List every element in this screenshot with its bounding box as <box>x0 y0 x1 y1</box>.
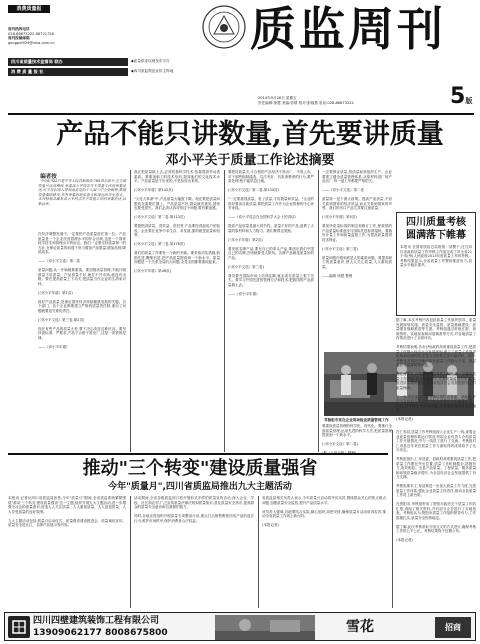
bottom-column-1: 本报讯 记者从四川省质监局获悉,今年"质量月"期间,全省质监系统紧紧围绕"推动'三个转变'建设质量强省"这一主题,组织开展九大主题活动,进一步增强全社会的质量意识,营造人人关注质量、人人重视质量、人人创造质量、人人享受质量的良好氛围。 九大主题活动包括:质量月启动仪式、质量强省建设推进会、质量诚信宣传、质量安全进社区、名牌产品展示等内容。 <box>8 496 126 527</box>
main-column-5: 要重视质量管理的科学化、现代化。要推行全面质量管理,运用先进的科学方法,把质量管理提高到一个新水平。 (《邓小平文选》第二卷) <box>322 424 392 446</box>
masthead-divider <box>8 113 474 115</box>
contact-info: 周刊热线电话 028-86673222 86721726 周刊投稿邮箱 gongpei929@sina.com.cn <box>8 27 55 45</box>
column-divider <box>130 496 131 608</box>
column-divider <box>130 170 131 452</box>
footer-badge: 招商 <box>435 617 471 638</box>
masthead <box>0 0 480 113</box>
footer-brand: 雪花 <box>346 619 374 635</box>
photo-caption: 考核组专家在企业现场检查质量管理工作 <box>324 418 389 422</box>
bottom-subheadline: 今年"质量月",四川省质监局推出九大主题活动 <box>108 482 292 492</box>
sidebar-body: 据了解,本次考核内容包括质量工作组织领导、质量发展规划实施、质量安全监管、质量基础建设、质量强省战略推进等方面。考核组通过听取汇报、查阅资料、实地检查和问卷调查等方式,对各地质量工作情况进行了全面评价。 考核结果表明,各市(州)政府高度重视质量工作,把质量工作纳入经济社会发展规划,建立了质量工作领导机构和协调机制,质量安全形势总体平稳向好。同时,考核也发现部分地区存在质量工作投入不足、基层监管力量薄弱等问题。 省政府要求,各地要以此次考核为契机,进一步落实质量工作责任,加大质量投入,完善质量监管体系,扎实推进质量强省建设,为全省经济社会发展提供有力的质量保障。 下一步,省质监局将把考核结果报送省委、省政府,并作为各地政府领导班子综合考核评价的重要依据。同时,对考核中发现的问题,将督促各地认真整改落实。 (本报记者) <box>396 318 476 421</box>
main-column-1: 在经济调整发展中,一定要把产品质量放在第一位。产品质量是一个企业经营管理水平的综合反映,也是一个国家科学技术和管理水平的标志。我们一定要坚持质量第一的方针,在保证质量的前提下努力增加产品数量,增加品种,降低成本。 ——《邓小平文选》第二卷 质量问题,从一开始就要重视。要加强质量管理,不能只顾数量不讲质量。产品质量不好,就打不开市场,就没有出路。要在提高质量上下功夫,把质量当作企业的生命来对待。 (《邓小平年谱》第1页) 抓好产品质量,是保证国民经济持续健康发展的关键。各个部门、各个企业都要建立严格的质量责任制,谁出了问题就要追究谁的责任。 (《邓小平文选》第三卷,第2页) 现在有些产品的质量太差,要下决心改变这种状况。要坚持高标准、严要求,产品不合格不准出厂,这是一条铁的纪律。 ——《邓小平年谱》 <box>38 232 126 349</box>
column-divider <box>224 170 225 452</box>
main-column-2: 真正把质量搞上去,必须依靠科学技术,依靠提高劳动者素质。要重视职工的技术培训,提高他们的文化技术水平。产品质量是干出来的,不是检验出来的。 (《邓小平年谱》第142页) "文化大革命"中,产品质量大幅度下降。现在要把质量问题放在重要位置上。产品质量不好,群众就有意见,国家也要受损失。我们必须认真对待这个问题,要有紧迫感。 (《邓小平文选》第二卷,第113页) 要提倡讲质量、讲效益、讲信誉,产品要经得起用户的检验。企业要在竞争中求生存、求发展,靠的就是质量和信誉。 (《邓小平文选》第三卷,第176页) 我们的质量工作要有一个新的突破。要采取切实措施,鼓励先进,鞭策后进,把产品质量提高到一个新水平。质量问题是一个关系全局的大问题,全党全国都要重视起来。 (《邓小平年谱》第46页) <box>134 170 220 273</box>
main-column-4: 一定要保证质量,按质量标准组织生产。企业要建立健全质量管理体系,从原材料进厂到产品出厂,每一道工序都要严格把关。 ——《邓小平文选》第二卷 质量第一是个重大政策。提高产品质量,不但关系到国家的经济效益,而且关系到国家的声誉。我们的出口产品尤其要注意质量。 (《邓小平年谱》第5页) 要加快质量标准的制定和修订工作,使我国的产品质量标准逐步与国际先进标准接轨。要搞好计量工作和质量监督工作,为提高质量提供技术保证。 (《邓小平文选》第三卷) 质量问题归根到底是人的素质问题。要提高职工的质量意识,使人人关心质量,人人重视质量。 ——编辑 徐慧 整理 <box>322 170 392 278</box>
masthead-bullet-2: ◆四川质监舆论宣传主阵地 <box>131 69 174 73</box>
footer-company-name: 四川四壁建筑装饰工程有限公司 <box>33 616 160 626</box>
company-logo-icon <box>8 616 30 638</box>
footer-phone: 13909062177 8008675800 <box>33 628 168 638</box>
emblem-icon <box>200 4 248 50</box>
sidebar-box <box>396 212 476 316</box>
bottom-headline: 推动"三个转变"建设质量强省 <box>82 458 318 479</box>
column-divider <box>318 170 319 452</box>
main-subheadline: 邓小平关于质量工作论述摘要 <box>165 153 335 168</box>
bottom-column-3: 省质监局相关负责人表示,今年质量月活动将突出实效,围绕群众关心的热点难点问题,加强质量安全监管,提升产品质量水平。 该负责人强调,各地要结合实际,精心组织,周密安排,确保质量月活动取得实效,推动全省质量工作再上新台阶。 (本报记者) <box>262 496 386 527</box>
sidebar-headline-2: 圆满落下帷幕 <box>406 230 466 241</box>
footer-photo <box>215 615 315 640</box>
masthead-strip-1: 四川省质量技术监督局 联办 <box>8 58 128 66</box>
masthead-bullet-1: ◆质量供求权威发布平台 <box>131 59 170 63</box>
page-number: 5版 <box>450 84 473 109</box>
masthead-title: 质监周刊 <box>250 2 446 56</box>
column-divider <box>258 496 259 608</box>
sidebar-lead: 本报讯 在国家质检总局的统一部署下,近日四川省政府质量工作考核工作组完成了对全省21个市(州)人民政府2013年度质量工作的考核。考核结果显示,全省质量工作整体推进有力,质量水平稳步提升。 <box>400 245 472 267</box>
right-column-body: 在仁寿县,质量工作考核组深入企业生产一线,查看企业质量管理体系运行情况,听取企业负责人介绍质量工作开展情况,并与一线员工进行了交流。考核组对仁寿县近年来在质量工作方面取得的成绩给予了充分肯定。 考核组指出,仁寿县委、县政府高度重视质量工作,把质量工作摆在突出位置,质量工作机制健全,措施有力,成效明显。全县产品质量、工程质量、服务质量和环境质量稳步提升,为全县经济社会发展提供了有力支撑。 考核组要求,仁寿县要进一步加大质量工作力度,完善质量工作体系,强化企业质量主体责任,推动全县质量工作再上新台阶。 在资阳市,考核组听取了资阳市政府关于质量工作的汇报,查阅了相关资料,并对部分企业进行了实地检查。考核组认为,资阳市质量工作组织领导有力,工作措施扎实,质量安全形势稳定。 据了解,此次考核采取分组交叉的方式进行,确保考核工作的公平公正。考核结果将于近期公布。 (本报记者) <box>396 430 476 542</box>
bottom-column-2: 活动期间,全省各级质监部门将开展形式多样的质量宣传活动,深入企业、学校、社区和农村,广泛宣传质量法律法规和质量知识,普及质量安全常识,提高群众的质量安全意识和自我保护能力。 同时,各地还将组织开展质量专项整治行动,重点打击制售假冒伪劣产品的违法行为,维护市场秩序,保护消费者合法权益。 <box>134 496 254 523</box>
main-headline: 产品不能只讲数量,首先要讲质量 <box>56 119 444 150</box>
column-divider <box>392 430 393 608</box>
masthead-info-line: 2014年9月26日 星期五 责任编辑:徐慧 美编:彭倩 校对:张晓燕 电话:028-86673222 <box>258 96 354 105</box>
newspaper-logo: 消费质量报 <box>8 5 50 13</box>
bottom-section-divider <box>8 453 388 455</box>
sidebar-headline-1: 四川质量考核 <box>406 217 466 228</box>
footer-ad <box>4 612 476 641</box>
masthead-strip-2: 消 费 质 量 报 社 <box>8 68 128 76</box>
editor-note: 编者按 今年9月22日是中华人民共和国成立65周年前夕,在全国质量月活动期间,重温邓小平同志关于质量工作的重要论述,对于我们深入贯彻落实党的十八届三中全会精神,推进质量强国建设,具有重要的现实意义和深远的历史意义。本刊特摘录编发邓小平同志关于质量工作的重要论述,以飨读者。 <box>38 173 126 206</box>
main-column-3: 要把好质量关,不合格的产品坚决不准出厂、不准上市。对于那些粗制滥造、以次充好、坑害消费者的行为,要严肃处理,绝不能姑息迁就。 (《邓小平文选》第二卷,第134页) "一定要重视质量。有了质量,才有数量和效益。"企业的领导要亲自抓质量,要把质量工作作为企业管理的中心环节来抓。 ——《邓小平同志在全国科学大会上的讲话》 提高产品质量是最大的节约。质量不好的产品,浪费了大量的原材料和人力物力。我们要算这笔账。 (《邓小平年谱》第2页) 要发展名牌产品,要有自己的拳头产品,要创出我们中国自己的名牌,否则就要受人欺负。名牌产品就是质量好的产品。 (《邓小平文选》第三卷) 我们要在国际市场上站得住脚,就必须在质量上狠下功夫。要学习外国先进的管理方法和技术,把我国的产品质量搞上去。 ——《邓小平年谱》 <box>228 170 314 296</box>
